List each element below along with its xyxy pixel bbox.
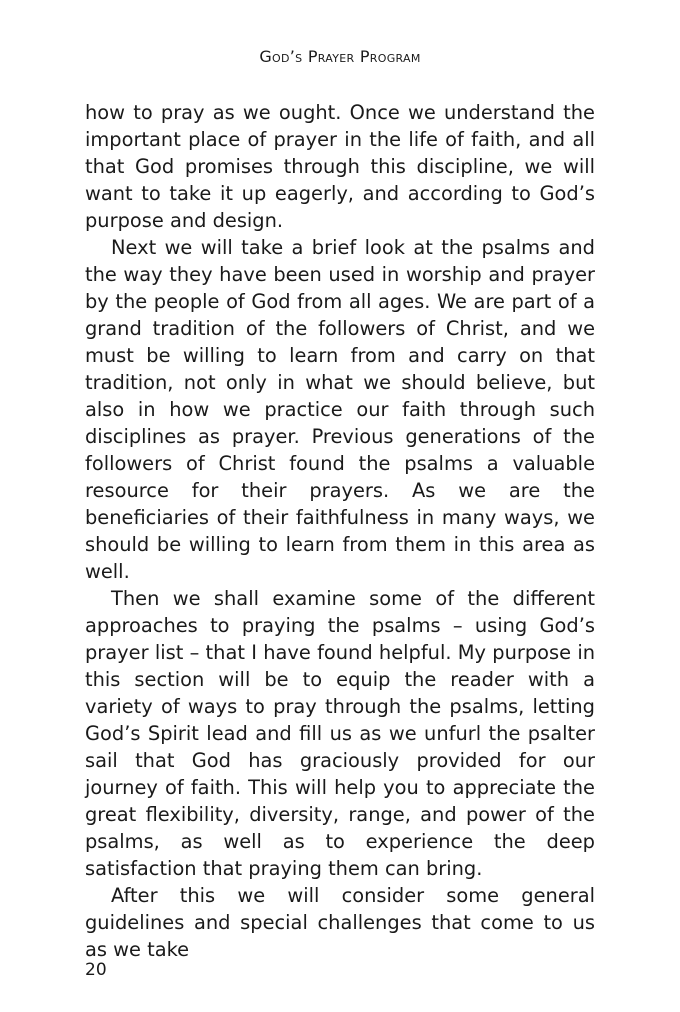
paragraph-continuation: how to pray as we ought. Once we understand the important place of prayer in the life of faith, and all that God promises through this discipline, we will want to take it up eagerly, and according to God’s purpose and design. <box>85 101 595 232</box>
body-text <box>85 99 595 963</box>
paragraph: After this we will consider some general guidelines and special challenges that come to us as we take <box>85 884 595 961</box>
running-head: God’s Prayer Program <box>259 47 421 66</box>
page-number: 20 <box>85 960 107 980</box>
paragraph: Then we shall examine some of the different approaches to praying the psalms – using God’s prayer list – that I have found helpful. My purpose in this section will be to equip the reader with a variety of ways to pray through the psalms, letting God’s Spirit lead and fill us as we unfurl the psalter sail that God has graciously provided for our journey of faith. This will help you to appreciate the great flexibility, diversity, range, and power of the psalms, as well as to experience the deep satisfaction that praying them can bring. <box>85 587 595 880</box>
paragraph: Next we will take a brief look at the psalms and the way they have been used in worship and prayer by the people of God from all ages. We are part of a grand tradition of the followers of Christ, and we must be willing to learn from and carry on that tradition, not only in what we should believe, but also in how we practice our faith through such disciplines as prayer. Previous generations of the followers of Christ found the psalms a valuable resource for their prayers. As we are the beneficiaries of their faithfulness in many ways, we should be willing to learn from them in this area as well. <box>85 236 595 583</box>
